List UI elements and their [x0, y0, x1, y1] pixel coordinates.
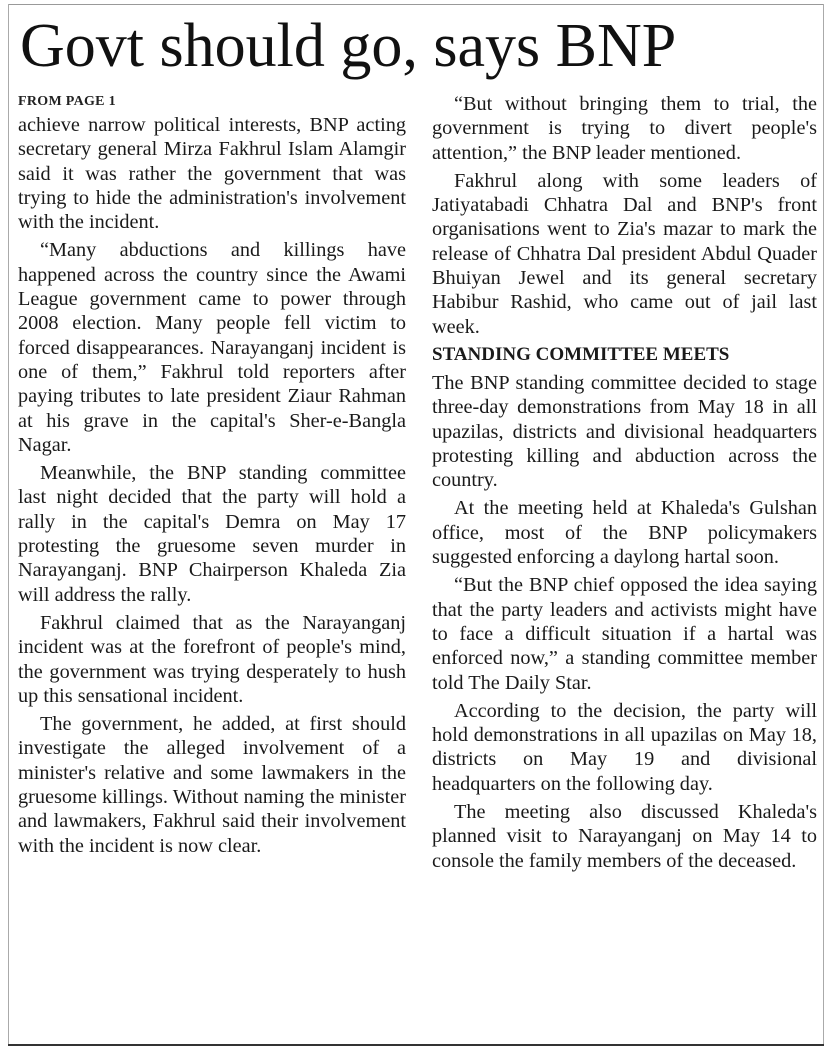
paragraph: Meanwhile, the BNP standing committee last night decided that the party will hold a rally in the capital's Demra on May 17 protesting the gruesome seven murder in Narayanganj. BNP Chairperson Khaleda Zia will address the rally.: [18, 462, 406, 606]
continuation-kicker: FROM PAGE 1: [18, 94, 116, 109]
paragraph: Fakhrul along with some leaders of Jatiyatabadi Chhatra Dal and BNP's front organisations went to Zia's mazar to mark the release of Chhatra Dal president Abdul Quader Bhuiyan Jewel and its general secretary Habibur Rashid, who came out of jail last week.: [432, 169, 817, 338]
article-column-right: [432, 92, 817, 877]
paragraph: At the meeting held at Khaleda's Gulshan office, most of the BNP policymakers suggested enforcing a daylong hartal soon.: [432, 497, 817, 569]
paragraph: The meeting also discussed Khaleda's planned visit to Narayanganj on May 14 to console the family members of the deceased.: [432, 801, 817, 872]
article-column-left: [18, 92, 406, 862]
headline: Govt should go, says BNP: [20, 12, 677, 80]
paragraph: “Many abductions and killings have happened across the country since the Awami League government came to power through 2008 election. Many people fell victim to forced disappearances. Narayanganj incident is one of them,” Fakhrul told reporters after paying tributes to late president Ziaur Rahman at his grave in the capital's Sher-e-Bangla Nagar.: [18, 239, 406, 456]
paragraph: “But the BNP chief opposed the idea saying that the party leaders and activists might have to face a difficult situation if a hartal was enforced now,” a standing committee member told The Daily Star.: [432, 574, 817, 694]
clipping-border-right: [823, 4, 824, 1046]
paragraph: “But without bringing them to trial, the government is trying to divert people's attention,” the BNP leader mentioned.: [432, 93, 817, 164]
paragraph: The BNP standing committee decided to stage three-day demonstrations from May 18 in all upazilas, districts and divisional headquarters protesting killing and abduction across the country.: [432, 371, 817, 492]
paragraph: The government, he added, at first should investigate the alleged involvement of a minister's relative and some lawmakers in the gruesome killings. Without naming the minister and lawmakers, Fakhrul said their involvement with the incident is now clear.: [18, 713, 406, 857]
subheading: STANDING COMMITTEE MEETS: [432, 343, 730, 365]
paragraph: According to the decision, the party will hold demonstrations in all upazilas on May 18, districts on May 19 and divisional headquarters on the following day.: [432, 699, 817, 795]
clipping-border-left: [8, 4, 9, 1046]
paragraph: Fakhrul claimed that as the Narayanganj incident was at the forefront of people's mind, the government was trying desperately to hush up this sensational incident.: [18, 611, 406, 707]
clipping-border-bottom: [8, 1044, 824, 1046]
paragraph: achieve narrow political interests, BNP acting secretary general Mirza Fakhrul Islam Alamgir said it was rather the government that was trying to hide the administration's involvement with the incident.: [18, 114, 406, 234]
